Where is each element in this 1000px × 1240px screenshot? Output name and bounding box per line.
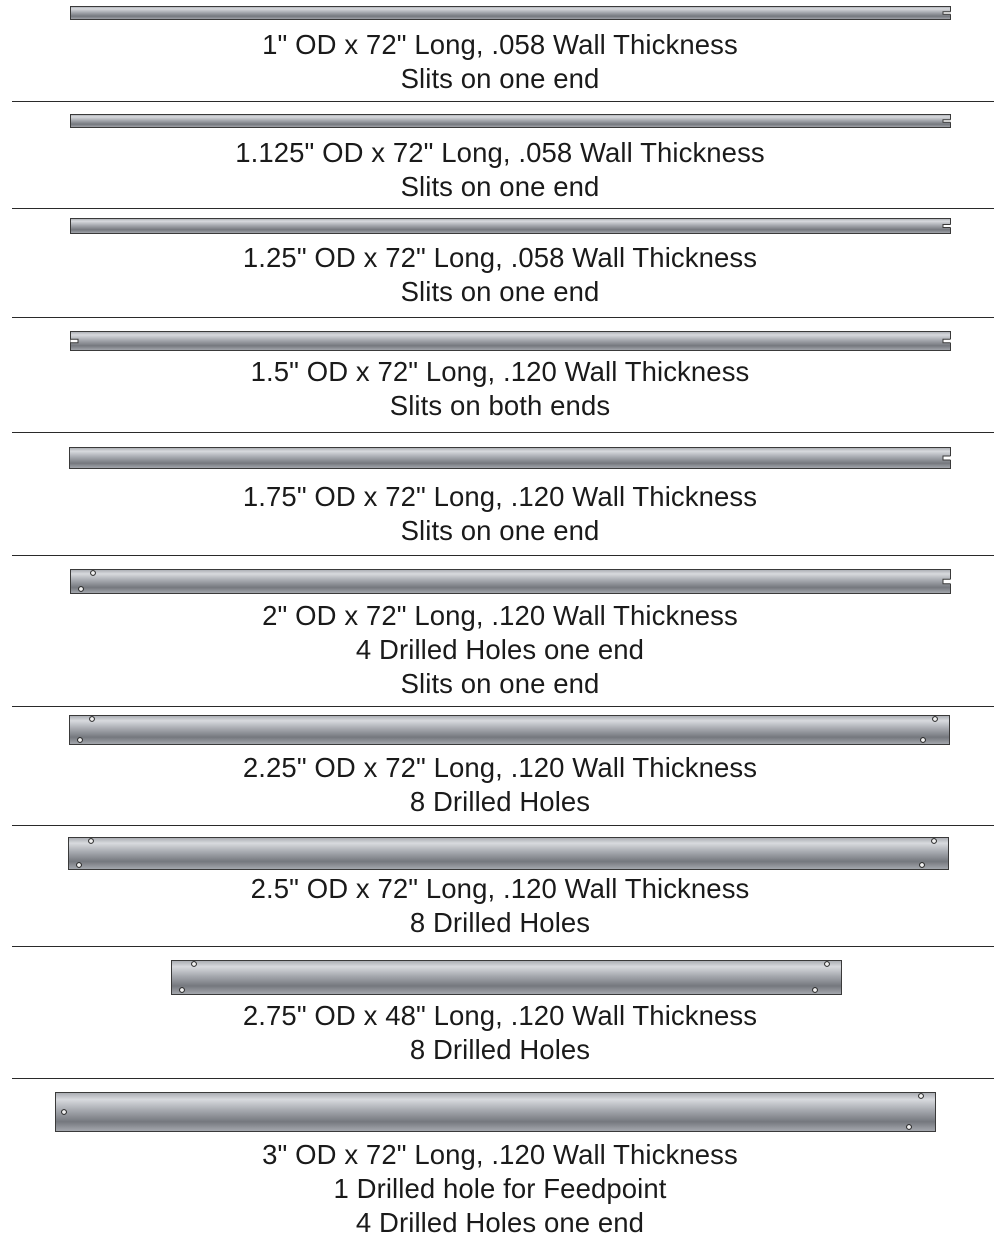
tube-spec: 2.25" OD x 72" Long, .120 Wall Thickness [242, 752, 758, 783]
tube-feature: Slits on both ends [389, 390, 611, 421]
tube-caption [0, 28, 1000, 96]
tube-feature: 4 Drilled Holes one end [355, 634, 645, 665]
tube-caption [0, 480, 1000, 548]
hole-right [825, 962, 830, 967]
tube-body [71, 115, 951, 128]
section-divider [12, 208, 994, 209]
section-divider [12, 317, 994, 318]
hole-left [89, 839, 94, 844]
tube-spec: 2.75" OD x 48" Long, .120 Wall Thickness [242, 1000, 758, 1031]
tube-caption [0, 355, 1000, 423]
hole-left [77, 863, 82, 868]
tube-spec: 3" OD x 72" Long, .120 Wall Thickness [262, 1139, 738, 1170]
hole-left [79, 587, 84, 592]
hole-left [192, 962, 197, 967]
hole-left [91, 571, 96, 576]
tube-body [71, 7, 951, 20]
tube-feature: 1 Drilled hole for Feedpoint [333, 1173, 667, 1204]
section-divider [12, 101, 994, 102]
tube-caption [0, 751, 1000, 819]
tube-spec: 1.75" OD x 72" Long, .120 Wall Thickness [242, 481, 758, 512]
tube-spec: 1.5" OD x 72" Long, .120 Wall Thickness [250, 356, 750, 387]
hole-right [921, 738, 926, 743]
tube-spec: 1.25" OD x 72" Long, .058 Wall Thickness [242, 242, 758, 273]
tube-body [172, 961, 842, 995]
tube-spec: 2.5" OD x 72" Long, .120 Wall Thickness [250, 873, 750, 904]
hole-left [78, 738, 83, 743]
tube-spec: 1" OD x 72" Long, .058 Wall Thickness [262, 29, 738, 60]
tube-body [70, 448, 951, 469]
tube-feature: Slits on one end [400, 276, 600, 307]
tube-4 [70, 331, 951, 351]
hole-right [920, 863, 925, 868]
tube-body [71, 219, 951, 234]
tube-9 [171, 960, 842, 995]
tube-body [69, 838, 949, 870]
section-divider [12, 825, 994, 826]
tube-caption [0, 999, 1000, 1067]
tube-caption [0, 136, 1000, 204]
tube-feature: Slits on one end [400, 515, 600, 546]
tube-1 [70, 6, 951, 20]
tube-caption [0, 1138, 1000, 1240]
section-divider [12, 1078, 994, 1079]
tube-3 [70, 218, 951, 234]
hole-right [907, 1125, 912, 1130]
tube-body [71, 332, 951, 351]
tube-body [70, 716, 950, 745]
hole-right [932, 839, 937, 844]
tube-7 [69, 715, 950, 745]
hole-right [933, 717, 938, 722]
tube-5 [69, 447, 951, 469]
tube-feature: 8 Drilled Holes [409, 907, 591, 938]
section-divider [12, 555, 994, 556]
tube-feature: 8 Drilled Holes [409, 1034, 591, 1065]
tube-feature: Slits on one end [400, 63, 600, 94]
tube-feature: 8 Drilled Holes [409, 786, 591, 817]
tube-8 [68, 837, 949, 870]
tube-spec: 2" OD x 72" Long, .120 Wall Thickness [262, 600, 738, 631]
tube-spec: 1.125" OD x 72" Long, .058 Wall Thickness [235, 137, 765, 168]
tube-6 [70, 569, 951, 594]
tube-body [56, 1093, 936, 1132]
tube-feature: Slits on one end [400, 668, 600, 699]
hole-left [62, 1110, 67, 1115]
tube-caption [0, 241, 1000, 309]
section-divider [12, 706, 994, 707]
hole-left [180, 988, 185, 993]
hole-left [90, 717, 95, 722]
tube-caption [0, 872, 1000, 940]
hole-right [919, 1094, 924, 1099]
section-divider [12, 432, 994, 433]
tube-caption [0, 599, 1000, 701]
tube-10 [55, 1092, 936, 1132]
tube-2 [70, 114, 951, 128]
tube-feature: Slits on one end [400, 171, 600, 202]
hole-right [813, 988, 818, 993]
tube-body [71, 570, 951, 594]
tube-feature: 4 Drilled Holes one end [355, 1207, 645, 1238]
section-divider [12, 946, 994, 947]
